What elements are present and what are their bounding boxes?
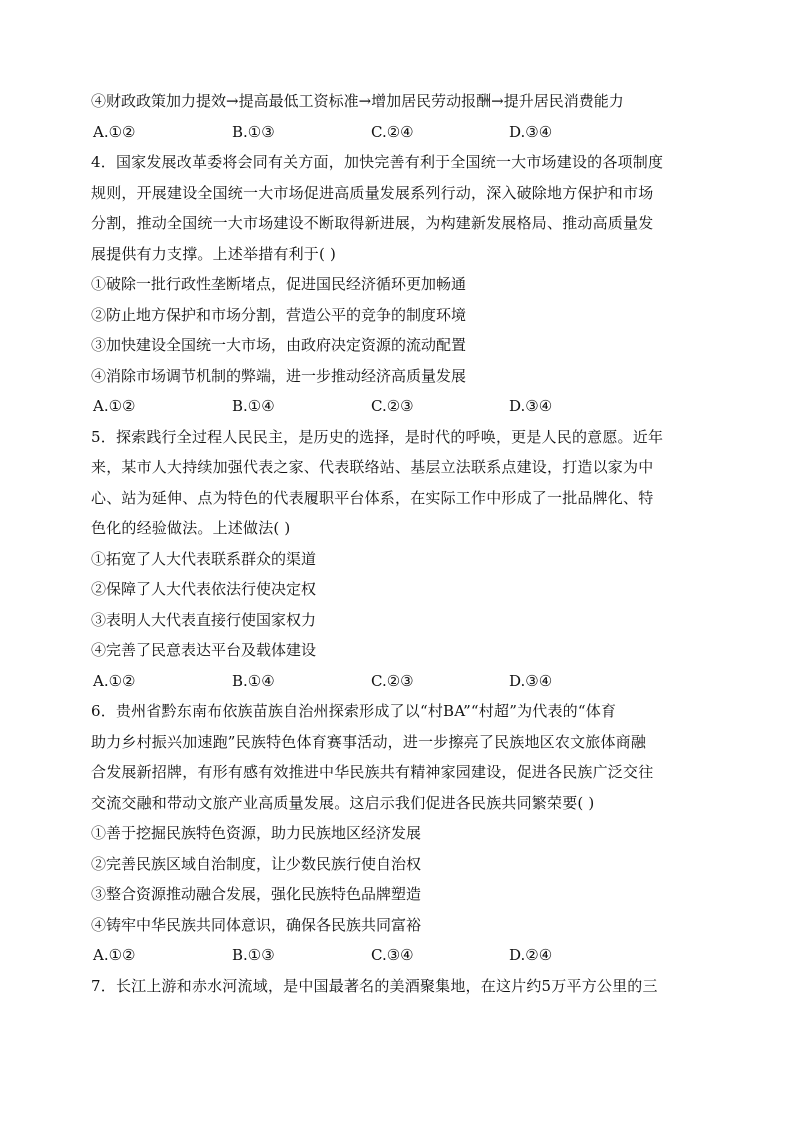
q5-option-3: ③表明人大代表直接行使国家权力 [91,610,317,629]
q3-answer-d: D.③④ [509,122,553,141]
q4-option-2: ②防止地方保护和市场分割，营造公平的竞争的制度环境 [91,305,467,324]
q5-answer-d: D.③④ [509,671,553,690]
q4-answer-a: A.①② [93,397,136,415]
q3-answer-c: C.②④ [371,122,414,141]
q5-option-4: ④完善了民意表达平台及载体建设 [91,641,317,659]
q6-answer-b: B.①③ [232,946,275,964]
q6-option-2: ②完善民族区域自治制度，让少数民族行使自治权 [91,854,422,873]
q5-answer-b: B.①④ [232,671,275,690]
q6-option-1: ①善于挖掘民族特色资源，助力民族地区经济发展 [91,824,422,842]
q5-answer-choices [91,673,711,689]
q6-option-3: ③整合资源推动融合发展，强化民族特色品牌塑造 [91,885,422,903]
q4-stem-line: 分割，推动全国统一大市场建设不断取得新进展，为构建新发展格局、推动高质量发 [91,214,654,232]
q5-answer-c: C.②③ [371,671,414,690]
q6-answer-choices [91,947,711,963]
q4-stem-line: 4．国家发展改革委将会同有关方面，加快完善有利于全国统一大市场建设的各项制度 [91,153,664,171]
q5-option-2: ②保障了人大代表依法行使决定权 [91,580,317,598]
q3-option-4: ④财政政策加力提效→提高最低工资标准→增加居民劳动报酬→提升居民消费能力 [91,92,624,110]
q6-answer-d: D.②④ [509,946,553,964]
q7-stem-line: 7．长江上游和赤水河流域，是中国最著名的美酒聚集地，在这片约5万平方公里的三 [91,976,658,995]
q5-stem-line: 心、站为延伸、点为特色的代表履职平台体系，在实际工作中形成了一批品牌化、特 [91,488,654,507]
q3-answer-a: A.①② [93,122,136,141]
q4-option-4: ④消除市场调节机制的弊端，进一步推动经济高质量发展 [91,366,467,385]
q6-stem-line: 交流交融和带动文旅产业高质量发展。这启示我们促进各民族共同繁荣要( ) [91,793,595,812]
q6-stem-line: 助力乡村振兴加速跑”民族特色体育赛事活动，进一步擦亮了民族地区农文旅体商融 [91,732,647,751]
q5-stem-line: 来，某市人大持续加强代表之家、代表联络站、基层立法联系点建设，打造以家为中 [91,458,654,476]
q5-stem-line: 色化的经验做法。上述做法( ) [91,519,291,537]
q4-answer-b: B.①④ [232,397,275,415]
q5-stem-line: 5．探索践行全过程人民民主，是历史的选择，是时代的呼唤，更是人民的意愿。近年 [91,427,664,446]
q4-stem-line: 展提供有力支撑。上述举措有利于( ) [91,244,337,263]
q5-answer-a: A.①② [93,671,136,690]
q6-answer-c: C.③④ [371,946,414,964]
q4-answer-choices [91,398,711,414]
q4-answer-d: D.③④ [509,397,553,415]
q3-answer-choices [91,124,711,140]
q6-stem-line: 6．贵州省黔东南布依族苗族自治州探索形成了以“村BA”“村超”为代表的“体育 [91,702,617,720]
q6-stem-line: 合发展新招牌，有形有感有效推进中华民族共有精神家园建设，促进各民族广泛交往 [91,763,654,781]
q3-answer-b: B.①③ [232,122,275,141]
q5-option-1: ①拓宽了人大代表联系群众的渠道 [91,549,317,568]
q4-option-3: ③加快建设全国统一大市场，由政府决定资源的流动配置 [91,336,467,354]
q4-stem-line: 规则，开展建设全国统一大市场促进高质量发展系列行动，深入破除地方保护和市场 [91,183,654,202]
q6-answer-a: A.①② [93,946,136,964]
q4-answer-c: C.②③ [371,397,414,415]
exam-page [91,93,711,1008]
q6-option-4: ④铸牢中华民族共同体意识，确保各民族共同富裕 [91,915,422,934]
q4-option-1: ①破除一批行政性垄断堵点，促进国民经济循环更加畅通 [91,275,467,293]
